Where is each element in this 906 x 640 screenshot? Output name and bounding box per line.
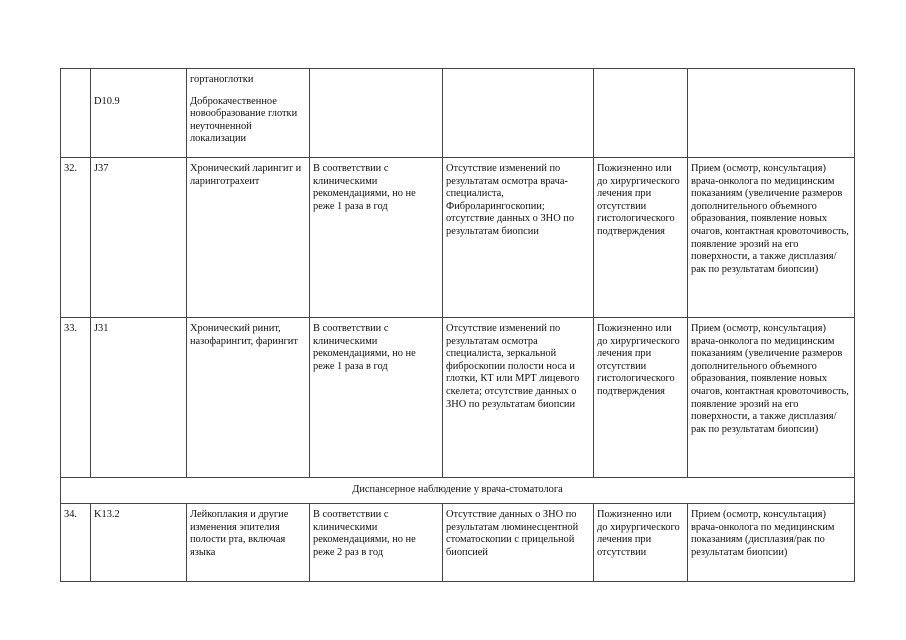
cell-consultation: Прием (осмотр, консультация) врача-онколога по медицинским показаниям (увеличение размеров дополнительного объемного образования, появление новых очагов, контактная кровоточивость, появление эрозий на его поверхности, а также дисплазия/рак по результатам биопсии): [688, 318, 855, 478]
cell-icd-code: D10.9: [91, 69, 187, 158]
cell-number: 32.: [61, 158, 91, 318]
table-row: [61, 504, 855, 582]
table-row: [61, 318, 855, 478]
cell-duration: Пожизненно или до хирургического лечения при отсутствии: [594, 504, 688, 582]
dispensary-table: [60, 68, 855, 582]
table-row: [61, 69, 855, 158]
cell-criteria: Отсутствие данных о ЗНО по результатам люминесцентной стоматоскопии с прицельной биопсией: [443, 504, 594, 582]
cell-frequency: [310, 69, 443, 158]
cell-criteria: [443, 69, 594, 158]
cell-number: [61, 69, 91, 158]
cell-duration: Пожизненно или до хирургического лечения при отсутствии гистологического подтверждения: [594, 158, 688, 318]
cell-frequency: В соответствии с клиническими рекомендациями, но не реже 1 раза в год: [310, 158, 443, 318]
cell-duration: [594, 69, 688, 158]
cell-consultation: Прием (осмотр, консультация) врача-онколога по медицинским показаниям (дисплазия/рак по результатам биопсии): [688, 504, 855, 582]
cell-consultation: [688, 69, 855, 158]
cell-icd-code: K13.2: [91, 504, 187, 582]
cell-criteria: Отсутствие изменений по результатам осмотра специалиста, зеркальной фиброскопии полости носа и глотки, КТ или МРТ лицевого скелета; отсутствие данных о ЗНО по результатам биопсии: [443, 318, 594, 478]
cell-criteria: Отсутствие изменений по результатам осмотра врача-специалиста, Фиброларингоскопии; отсутствие данных о ЗНО по результатам биопсии: [443, 158, 594, 318]
cell-icd-code: J37: [91, 158, 187, 318]
section-header-row: [61, 478, 855, 504]
cell-duration: Пожизненно или до хирургического лечения при отсутствии гистологического подтверждения: [594, 318, 688, 478]
cell-diagnosis: гортаноглотки Доброкачественное новообразование глотки неуточненной локализации: [187, 69, 310, 158]
cell-diagnosis: Хронический ларингит и ларинготрахеит: [187, 158, 310, 318]
cell-frequency: В соответствии с клиническими рекомендациями, но не реже 1 раза в год: [310, 318, 443, 478]
table-row: [61, 158, 855, 318]
cell-diagnosis: Лейкоплакия и другие изменения эпителия полости рта, включая языка: [187, 504, 310, 582]
cell-number: 34.: [61, 504, 91, 582]
cell-number: 33.: [61, 318, 91, 478]
cell-icd-code: J31: [91, 318, 187, 478]
cell-consultation: Прием (осмотр, консультация) врача-онколога по медицинским показаниям (увеличение размеров дополнительного объемного образования, появление новых очагов, контактная кровоточивость, появление эрозий на его поверхности, а также дисплазия/рак по результатам биопсии): [688, 158, 855, 318]
cell-frequency: В соответствии с клиническими рекомендациями, но не реже 2 раз в год: [310, 504, 443, 582]
cell-diagnosis: Хронический ринит, назофарингит, фарингит: [187, 318, 310, 478]
section-title: Диспансерное наблюдение у врача-стоматолога: [61, 478, 855, 504]
